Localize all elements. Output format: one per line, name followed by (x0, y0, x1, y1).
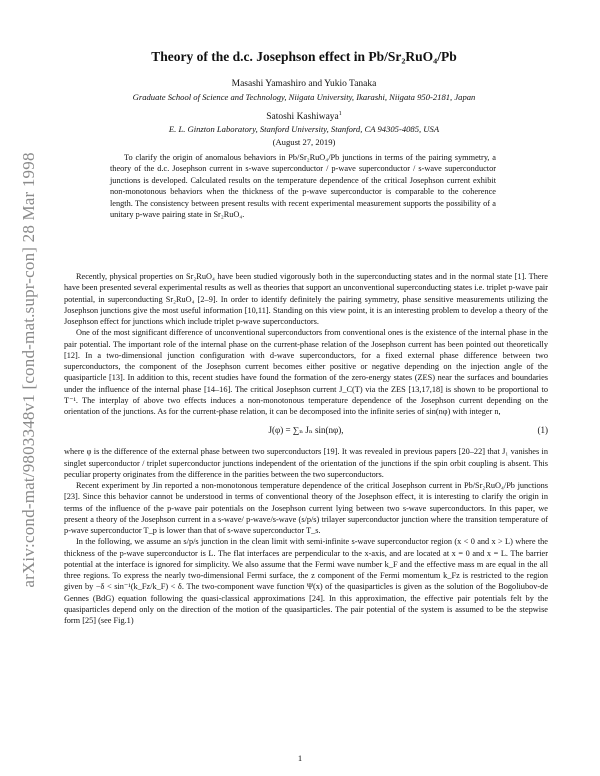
page-number: 1 (297, 753, 303, 763)
paragraph: Recently, physical properties on Sr₂RuO₄ have been studied vigorously both in the superconducting states and in the normal state [1]. There have been presented several experimental results as well as theories that support an unconventional superconducting states i.e. triplet p-wave pair potential, in superconducting Sr₂RuO₄ [2–9]. In order to identify definitely the pairing symmetry, phase sensitive measurements utilizing the Josephson junctions give the most useful information [10,11]. Standing on this view point, it is an interesting problem to develop a theory of the Josephson effect for junctions which include triplet p-wave superconductors. (64, 272, 548, 326)
equation-1 (64, 419, 548, 445)
paragraph: where φ is the difference of the external phase between two superconductors [19]. It was revealed in previous papers [20–22] that J₁ vanishes in singlet superconductor / triplet superconductor junctions independent of the orientation of the junctions if the spin orbit coupling is absent. This peculiar property originates from the difference in the parities between the two superconductors. (64, 447, 548, 479)
paper-title: Theory of the d.c. Josephson effect in Pb/Sr₂RuO₄/Pb (151, 49, 457, 64)
footnote-mark: 1 (338, 111, 342, 117)
author-2 (64, 111, 544, 122)
affiliation-2: E. L. Ginzton Laboratory, Stanford University, Stanford, CA 94305-4085, USA (168, 124, 440, 134)
body-text (64, 271, 548, 626)
equation-number: (1) (537, 425, 548, 436)
affiliation-1: Graduate School of Science and Technology, Niigata University, Ikarashi, Niigata 950-2181, Japan (132, 92, 476, 102)
paper-date: (August 27, 2019) (272, 137, 336, 147)
abstract: To clarify the origin of anomalous behaviors in Pb/Sr₂RuO₄/Pb junctions in terms of the pairing symmetry, a theory of the d.c. Josephson current in s-wave superconductor / p-wave superconductor / s-wave superconductor junctions is developed. Calculated results on the temperature dependence of the critical Josephson current exhibit non-monotonous behaviors when the thickness of the p-wave superconductor is comparable to the coherence length. The consistency between present results with recent experimental measurement supports the possibility of a unitary p-wave pairing state in Sr₂RuO₄. (110, 153, 496, 220)
paragraph: In the following, we assume an s/p/s junction in the clean limit with semi-infinite s-wave superconductor region (x < 0 and x > L) where the thickness of the p-wave superconductor is L. The flat interfaces are perpendicular to the x-axis, and are located at x = 0 and x = L. The barrier potential at the interface is ignored for simplicity. We also assume that the Fermi wave number k_F and the effective mass m are equal in the all three regions. To express the nearly two-dimensional Fermi surface, the z component of the Fermi momentum k_Fz is restricted to the region given by −δ < sin⁻¹(k_Fz/k_F) < δ. The two-component wave function Ψ(x) of the quasiparticles is given as the solution of the Bogoliubov-de Gennes (BdG) equation following the quasi-classical approximations [24]. In this approximation, the effective pair potentials felt by the quasiparticles depend only on the direction of the motion of the quasiparticles. The pair potential of the system is assumed to be the stepwise form [25] (see Fig.1) (64, 537, 548, 625)
arxiv-stamp (14, 110, 44, 630)
equation-body: J(φ) = ∑ₙ Jₙ sin(nφ), (268, 425, 344, 436)
paragraph: One of the most significant difference of unconventional superconductors from conventional ones is the existence of the internal phase in the pair potential. The important role of the internal phase on the current-phase relation of the Josephson current has been pointed out theoretically [12]. In a two-dimensional junction configuration with d-wave superconductors, for a fixed external phase difference between two superconductors, the component of the Josephson current becomes either positive or negative depending on the injection angle of the quasiparticle [13]. In addition to this, recent studies have found the formation of the zero-energy states (ZES) near the surfaces and boundaries under the influence of the internal phase [14–16]. The critical Josephson current J_C(T) via the ZES [13,17,18] is shown to be proportional to T⁻¹. The interplay of above two effects induces a non-monotonous temperature dependence of the Josephson current depending on the orientation of the junctions. As for the current-phase relation, it can be decomposed into the infinite series of sin(nφ) with integer n, (64, 328, 548, 416)
author-2-name: Satoshi Kashiwaya (266, 112, 339, 123)
author-list: Masashi Yamashiro and Yukio Tanaka (231, 79, 377, 89)
arxiv-stamp-text: arXiv:cond-mat/9803348v1 [cond-mat.supr-con] 28 Mar 1998 (19, 152, 38, 588)
paragraph: Recent experiment by Jin reported a non-monotonous temperature dependence of the critical Josephson current in Pb/Sr₂RuO₄/Pb junctions [23]. Since this behavior cannot be understood in terms of conventional theory of the Josephson effect, it is interesting to clarify the origin in terms of the influence of the p-wave pair potentials on the Josephson current lying between two s-wave superconductors. In this paper, we present a theory of the Josephson current in a s-wave/ p-wave/s-wave (s/p/s) trilayer superconductor junction where the transition temperature of p-wave superconductor T_p is lower than that of s-wave superconductor T_s. (64, 481, 548, 535)
